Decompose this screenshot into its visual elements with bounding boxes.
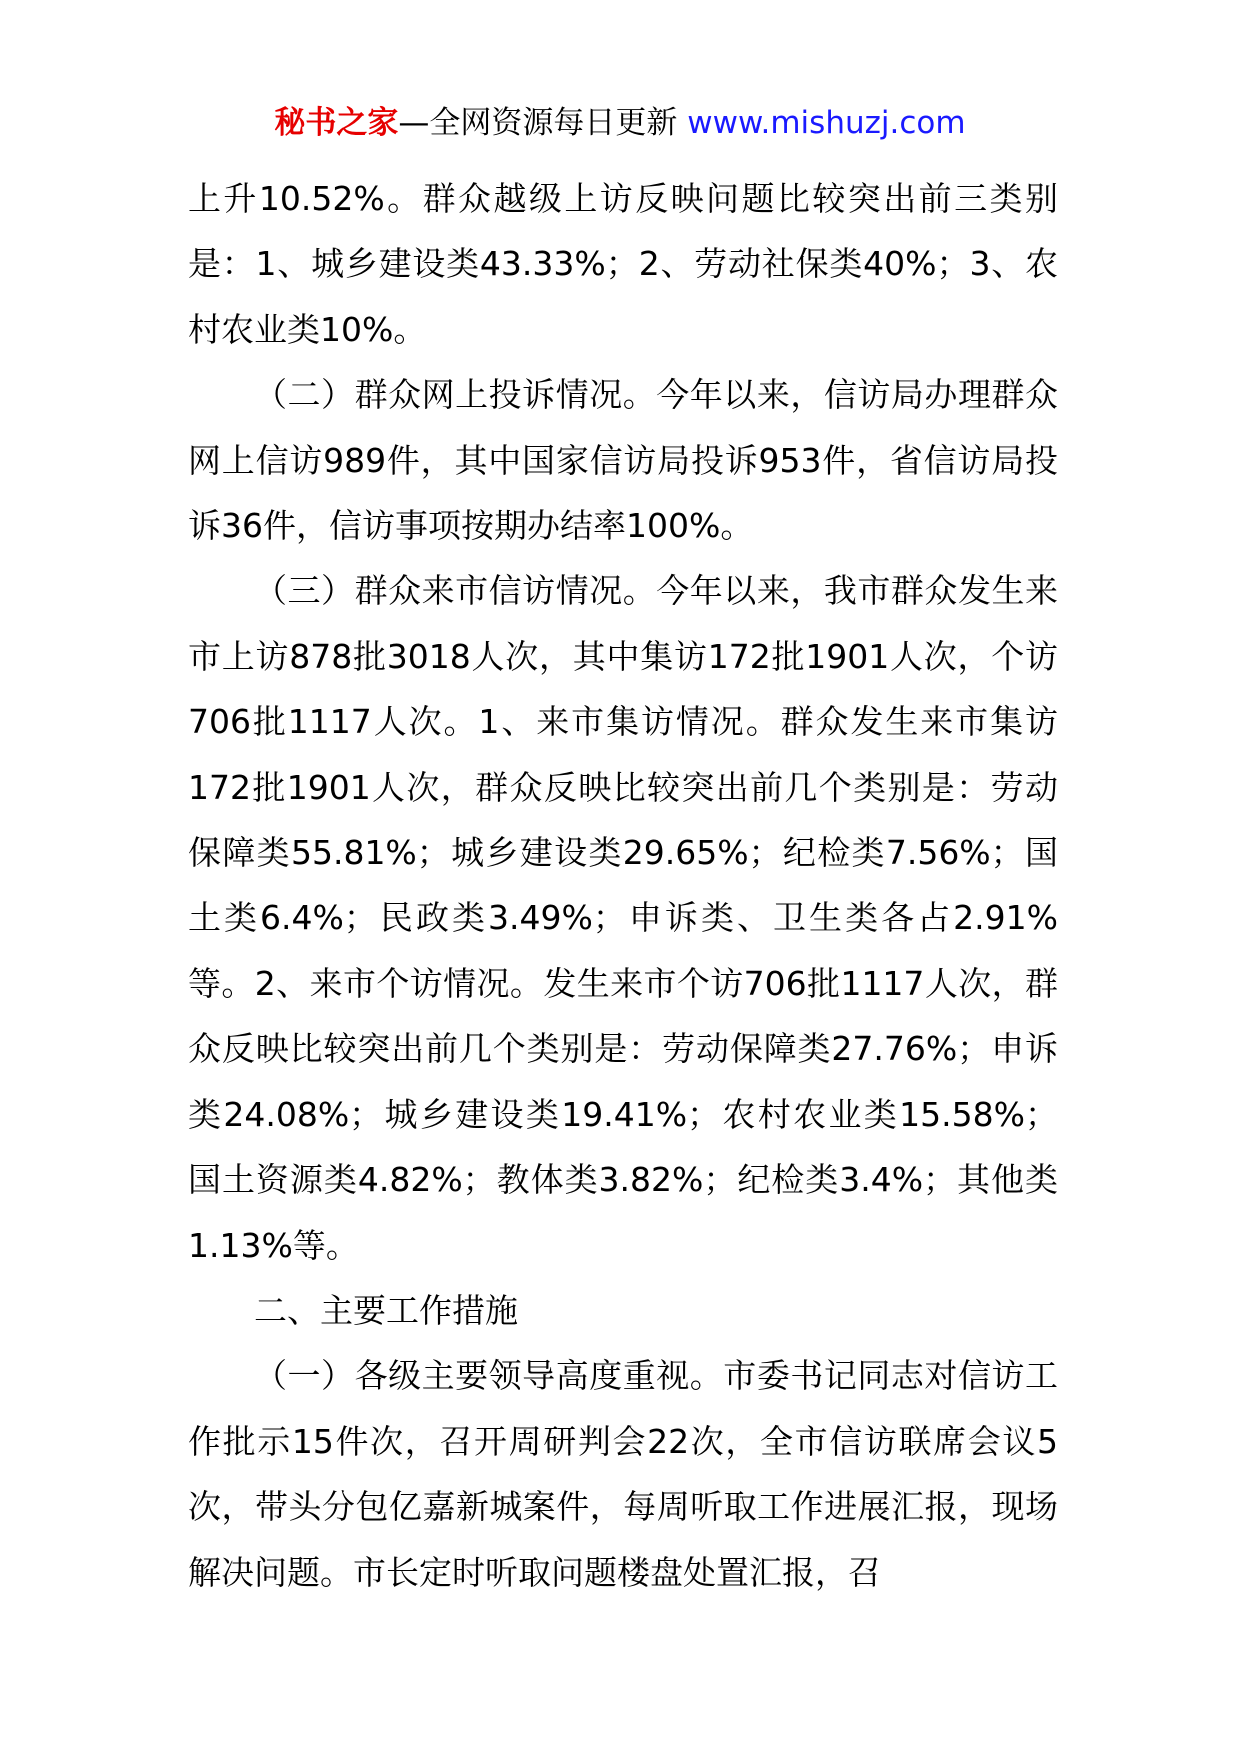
section-heading-main-measures: 二、主要工作措施 (254, 1290, 518, 1330)
paragraph-continuation: 上升10.52%。群众越级上访反映问题比较突出前三类别是：1、城乡建设类43.33%；2、劳动社保类40%；3、农村农业类10%。 (188, 179, 1058, 349)
document-body (188, 166, 1058, 1605)
paragraph-leadership: （一）各级主要领导高度重视。市委书记同志对信访工作批示15件次，召开周研判会22次，全市信访联席会议5次，带头分包亿嘉新城案件，每周听取工作进展汇报，现场解决问题。市长定时听取问题楼盘处置汇报，召 (188, 1356, 1058, 1592)
paragraph-city-petitions: （三）群众来市信访情况。今年以来，我市群众发生来市上访878批3018人次，其中集访172批1901人次，个访706批1117人次。1、来市集访情况。群众发生来市集访172批1901人次，群众反映比较突出前几个类别是：劳动保障类55.81%；城乡建设类29.65%；纪检类7.56%；国土类6.4%；民政类3.49%；申诉类、卫生类各占2.91%等。2、来市个访情况。发生来市个访706批1117人次，群众反映比较突出前几个类别是：劳动保障类27.76%；申诉类24.08%；城乡建设类19.41%；农村农业类15.58%；国土资源类4.82%；教体类3.82%；纪检类3.4%；其他类1.13%等。 (188, 571, 1058, 1265)
page-header (0, 100, 1240, 146)
header-site-link[interactable]: www.mishuzj.com (687, 105, 966, 141)
header-brand: 秘书之家 (274, 105, 399, 141)
header-tagline: —全网资源每日更新 (398, 105, 678, 141)
paragraph-online-complaints: （二）群众网上投诉情况。今年以来，信访局办理群众网上信访989件，其中国家信访局投诉953件，省信访局投诉36件，信访事项按期办结率100%。 (188, 375, 1058, 546)
